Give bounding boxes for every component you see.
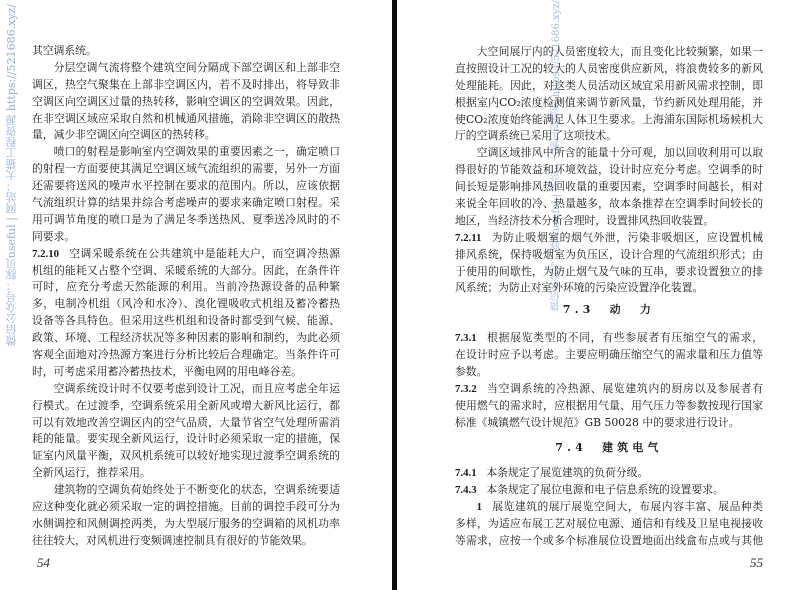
line-text: 设备等各具特色。但采用这些机组和设备时都受到气候、能源、: [32, 314, 340, 328]
line-text: 可时，应充分考虑天然能源的利用。当前冷热源设备的品种繁: [32, 280, 340, 294]
text-line: [455, 247, 763, 264]
text-line: [32, 516, 340, 533]
text-line: [455, 213, 763, 230]
text-line: [32, 313, 340, 330]
text-line: [455, 415, 763, 432]
text-line: [32, 94, 340, 111]
watermark-right: 微信公众号：豚贝useful | 网站：大猫工程资源 https://521686.xyz/: [551, 0, 562, 312]
text-line: [32, 60, 340, 77]
line-text: 为防止吸烟室的烟气外泄，污染非吸烟区，应设置机械: [491, 230, 763, 244]
text-line: [455, 398, 763, 415]
line-text: 可以有效地改善空调区内的空气品质，大量节省空气处理所需消: [32, 415, 340, 429]
line-text: 排风系统，保持吸烟室为负压区，设计合理的气流组织形式；由: [455, 247, 763, 261]
text-line: [455, 179, 763, 196]
text-line: [455, 264, 763, 281]
line-text: 调区，热空气聚集在上部非空调区内，若不及时排出，将导致非: [32, 77, 340, 91]
line-text: 标准《城镇燃气设计规范》GB 50028 中的要求进行设计。: [455, 415, 740, 429]
line-text: 其空调系统。: [32, 44, 97, 57]
line-text: 空调采暖系统在公共建筑中是能耗大户，而空调冷热源: [68, 246, 340, 260]
line-text: 客观全面地对冷热源方案进行分析比较后合理确定。当条件许可: [32, 348, 340, 362]
line-text: 空调区向空调区过量的热转移，影响空调区的空调效果。因此，: [32, 94, 340, 108]
text-line: [455, 44, 763, 61]
line-text: 耗的能量。要实现全新风运行，设计时必须采取一定的措施，保: [32, 432, 340, 446]
line-text: 等需求，应按一个或多个标准展位设置地面出线盒布点或与其他: [455, 534, 763, 548]
clause-number: 7.2.11: [455, 231, 482, 244]
text-line: [32, 296, 340, 313]
text-line: [32, 111, 340, 128]
page-number-left: 54: [37, 555, 50, 570]
line-text: 处理能耗。因此，对这类人员活动区域宜采用新风需求控制，即: [455, 78, 763, 92]
text-line: [32, 229, 340, 246]
line-text: 大空间展厅内的人员密度较大，而且变化比较频繁，如果一: [476, 45, 763, 58]
text-line: [455, 330, 763, 347]
line-text: 来说全年回收的冷、热量越多，故本条推荐在空调季时间较长的: [455, 197, 763, 211]
right-page: [397, 0, 800, 590]
line-text: 风系统；为防止对室外环境的污染应设置净化装置。: [455, 281, 704, 295]
text-line: [455, 78, 763, 95]
line-text: 全新风运行，推荐采用。: [32, 466, 151, 480]
clause-number: 7.4.3: [455, 484, 477, 497]
text-line: [32, 263, 340, 280]
text-line: [455, 162, 763, 179]
text-line: [32, 212, 340, 229]
text-line: [32, 246, 340, 263]
text-line: [455, 482, 763, 499]
text-line: [455, 230, 763, 247]
line-text: 展览建筑的展厅展览空间大，布展内容丰富、展品种类: [491, 500, 763, 514]
text-line: [32, 431, 340, 448]
text-line: [32, 415, 340, 432]
line-text: 使CO₂浓度始终能满足人体卫生要求。上海浦东国际机场候机大: [455, 112, 763, 126]
line-text: 厅的空调系统已采用了这项技术。: [455, 129, 617, 143]
text-line: [455, 364, 763, 381]
line-text: 当空调系统的冷热源、展览建筑内的厨房以及参展者有: [486, 381, 763, 395]
text-line: [455, 465, 763, 482]
line-text: 政策、环境、工程经济状况等多种因素的影响和制约，为此必须: [32, 331, 340, 345]
line-text: 时，可考虑采用蓄冷蓄热技术，平衡电网的用电峰谷差。: [32, 364, 302, 378]
text-line: [32, 347, 340, 364]
text-line: [455, 112, 763, 129]
section-heading: 7.3 动 力: [562, 303, 656, 317]
line-text: 参数。: [455, 365, 488, 379]
text-line: [32, 448, 340, 465]
clause-number: 7.3.2: [455, 382, 477, 395]
watermark-left: 微信公众号：豚贝useful | 网站：大猫工程资源 https://521686.xyz/: [5, 4, 18, 347]
text-line: [32, 330, 340, 347]
line-text: 于使用的间歇性，为防止烟气及气味的互串，要求设置独立的排: [455, 264, 763, 278]
line-text: 空调区域排风中所含的能量十分可观，加以回收利用可以取: [476, 146, 763, 160]
clause-number: 1: [476, 501, 482, 514]
text-line: [32, 77, 340, 94]
line-text: 还需要将送风的噪声水平控制在要求的范围内。所以，应该依据: [32, 179, 340, 193]
line-text: 直按照设计工况的较大的人员密度供应新风，将浪费较多的新风: [455, 61, 763, 75]
line-text: 应这种变化就必须采取一定的调控措施。目前的调控手段可分为: [32, 500, 340, 514]
left-page: [0, 0, 392, 590]
text-line: [455, 280, 763, 297]
clause-number: 7.4.1: [455, 467, 477, 480]
text-line: [32, 398, 340, 415]
line-text: 得很好的节能效益和环境效益，设计时应充分考虑。空调季的时: [455, 163, 763, 177]
text-line: [455, 145, 763, 162]
text-line: [32, 161, 340, 178]
page-number-right: 55: [750, 555, 763, 570]
text-line: [455, 381, 763, 398]
line-text: 分层空调气流将整个建筑空间分隔成下部空调区和上部非空: [53, 60, 340, 74]
left-page-body: [32, 43, 340, 550]
text-line: [455, 128, 763, 145]
line-text: 水侧调控和风侧调控两类，为大型展厅服务的空调箱的风机功率: [32, 516, 340, 530]
text-line: [455, 347, 763, 364]
line-text: 多，电制冷机组（风冷和水冷）、溴化锂吸收式机组及蓄冷蓄热: [32, 297, 340, 311]
text-line: [32, 482, 340, 499]
line-text: 气流组织计算的结果并综合考虑噪声的要求来确定喷口射程。采: [32, 196, 340, 210]
section-heading: 7.4 建筑电气: [555, 440, 663, 454]
line-text: 多样，为适应布展工艺对展位电源、通信和有线及卫星电视接收: [455, 517, 763, 531]
line-text: 的射程一方面要使其满足空调区域气流组织的需要，另外一方面: [32, 162, 340, 176]
text-line: [32, 178, 340, 195]
text-line: [32, 127, 340, 144]
line-text: 同要求。: [32, 229, 76, 243]
line-text: 证室内风量平衡，双风机系统可以较好地实现过渡季空调系统的: [32, 449, 340, 463]
line-text: 量，减少非空调区向空调区的热转移。: [32, 128, 216, 142]
line-text: 根据展览类型的不同，有些参展者有压缩空气的需求，: [486, 331, 763, 345]
line-text: 机组的能耗又占整个空调、采暖系统的大部分。因此，在条件许: [32, 263, 340, 277]
line-text: 地区，当经济技术分析合理时，设置排风热回收装置。: [455, 213, 715, 227]
line-text: 在非空调区域应采取自然和机械通风措施，消除非空调区的散热: [32, 111, 340, 125]
line-text: 本条规定了展位电源和电子信息系统的设置要求。: [486, 483, 724, 497]
text-line: [32, 465, 340, 482]
text-line: [455, 516, 763, 533]
text-line: [32, 195, 340, 212]
text-line: [32, 144, 340, 161]
text-line: [32, 533, 340, 550]
line-text: 间长短是影响排风热回收量的重要因素，空调季时间越长，相对: [455, 180, 763, 194]
text-line: [455, 499, 763, 516]
line-text: 建筑物的空调负荷始终处于不断变化的状态，空调系统要适: [53, 483, 340, 497]
text-line: [32, 279, 340, 296]
line-text: 喷口的射程是影响室内空调效果的重要因素之一，确定喷口: [53, 145, 340, 159]
line-text: 根据室内CO₂浓度检测值来调节新风量，节约新风处理用能，并: [455, 95, 763, 109]
line-text: 往往较大，对风机进行变频调速控制具有很好的节能效果。: [32, 533, 313, 547]
line-text: 使用燃气的需求时，应根据用气量、用气压力等参数按现行国家: [455, 398, 763, 412]
text-line: [455, 533, 763, 550]
text-line: [32, 381, 340, 398]
line-text: 行模式。在过渡季，空调系统采用全新风或增大新风比运行，都: [32, 398, 340, 412]
line-text: 空调系统设计时不仅要考虑到设计工况，而且应考虑全年运: [53, 381, 340, 395]
right-page-body: [455, 44, 763, 550]
line-text: 在设计时应予以考虑。主要应明确压缩空气的需求量和压力值等: [455, 348, 763, 362]
clause-number: 7.3.1: [455, 332, 477, 345]
line-text: 本条规定了展览建筑的负荷分级。: [486, 466, 649, 480]
text-line: [32, 364, 340, 381]
text-line: [455, 61, 763, 78]
text-line: [455, 95, 763, 112]
text-line: [455, 196, 763, 213]
text-line: [32, 43, 340, 60]
line-text: 用可调节角度的喷口是为了满足冬季送热风、夏季送冷风时的不: [32, 212, 340, 226]
clause-number: 7.2.10: [32, 247, 59, 260]
text-line: [32, 499, 340, 516]
